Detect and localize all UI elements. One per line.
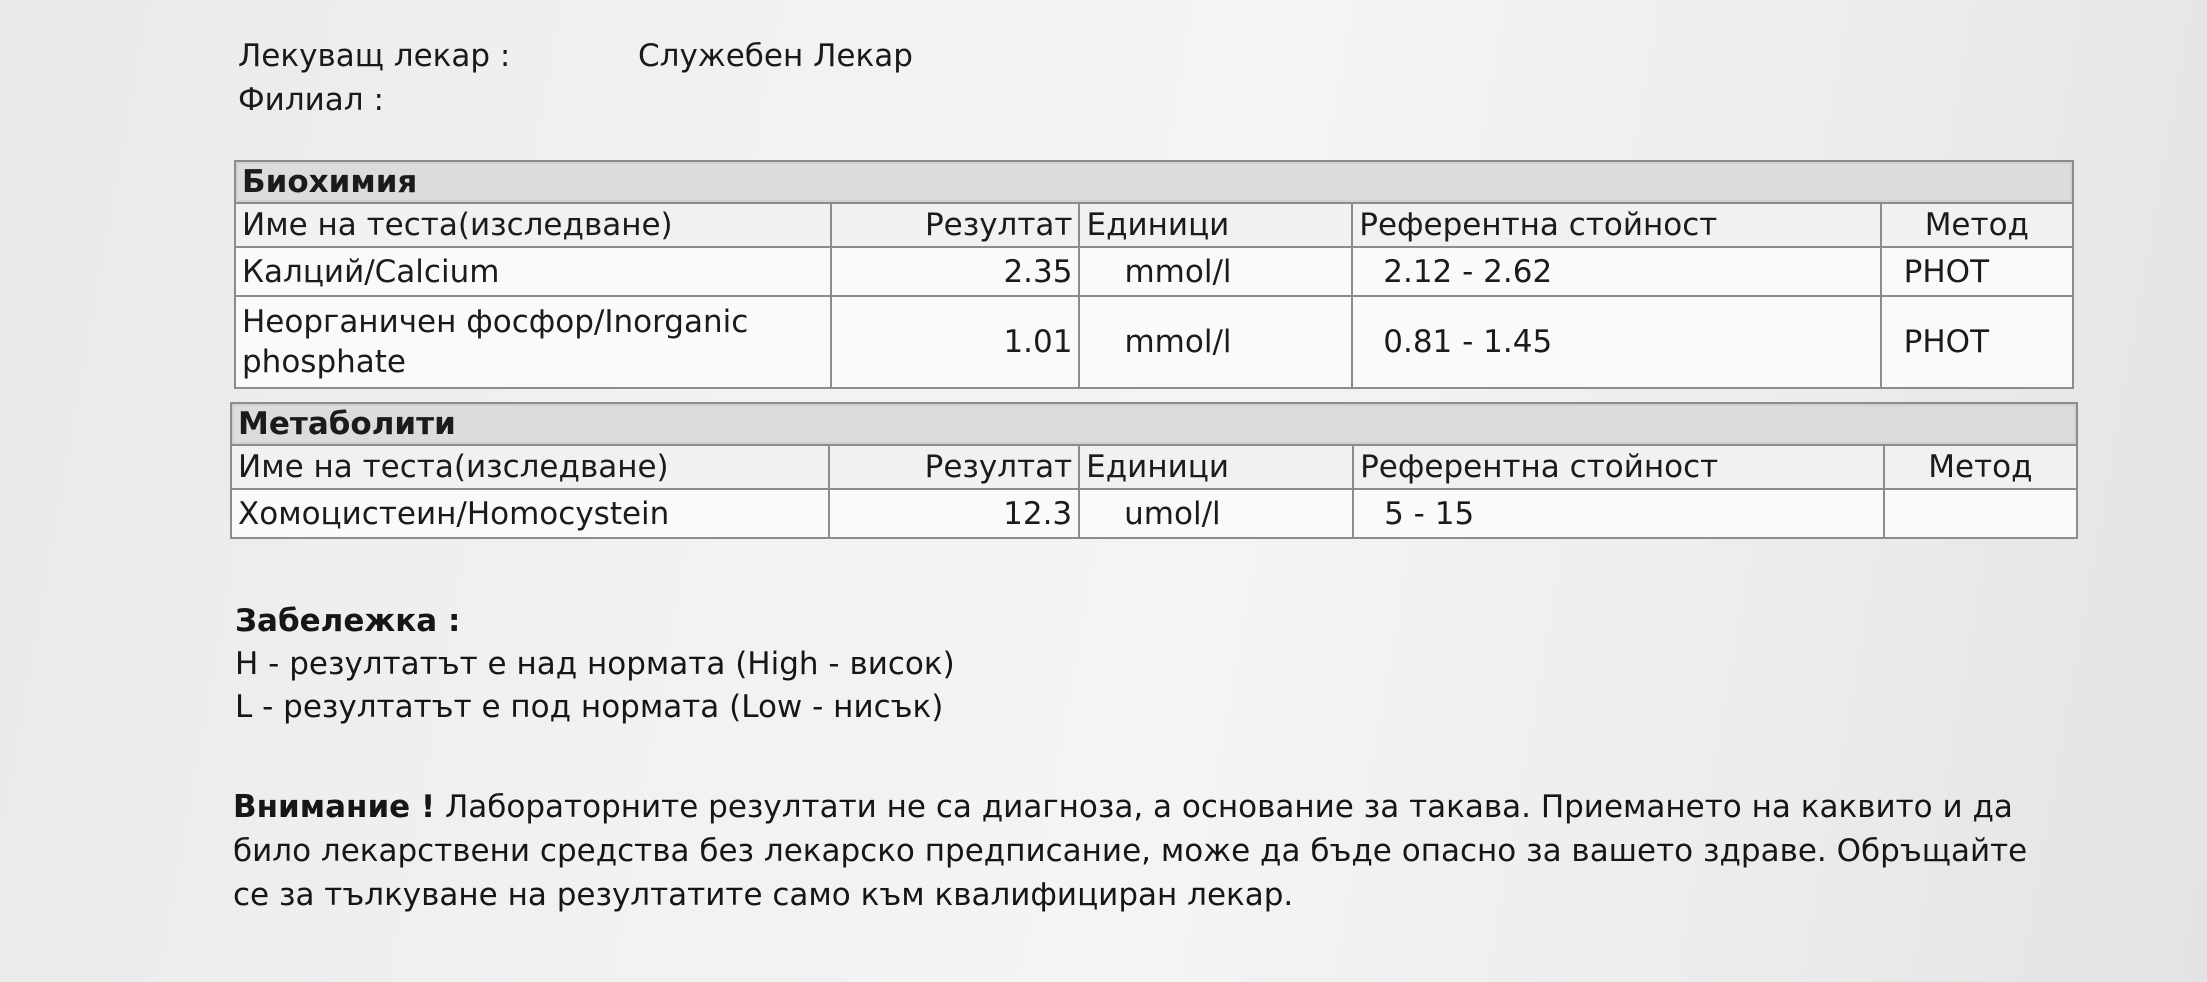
branch-row — [238, 78, 913, 122]
table-row — [235, 296, 2073, 388]
report-header — [238, 34, 913, 122]
column-header-reference: Референтна стойност — [1352, 203, 1880, 247]
doctor-label: Лекуващ лекар : — [238, 38, 511, 74]
column-header-reference: Референтна стойност — [1353, 445, 1884, 489]
test-name: Хомоцистеин/Homocystein — [231, 489, 829, 538]
test-result: 12.3 — [829, 489, 1079, 538]
note-line-low: L - резултатът е под нормата (Low - нисък) — [235, 689, 944, 725]
table-row — [235, 247, 2073, 296]
test-method — [1884, 489, 2077, 538]
warning-text: Лабораторните резултати не са диагноза, а основание за такава. Приемането на каквито и да било лекарствени средства без лекарско предписание, може да бъде опасно за вашето здраве. Обръщайте се за тълкуване на резултатите само към квалифициран лекар. — [233, 789, 2028, 913]
column-header-test: Име на теста(изследване) — [231, 445, 829, 489]
section-title-biochemistry: Биохимия — [235, 161, 2073, 203]
column-header-method: Метод — [1881, 203, 2073, 247]
section-header-row — [235, 161, 2073, 203]
warning-title: Внимание ! — [233, 789, 436, 825]
doctor-value: Служебен Лекар — [638, 38, 913, 74]
metabolites-table — [230, 402, 2078, 539]
test-reference: 5 - 15 — [1353, 489, 1884, 538]
test-name: Калций/Calcium — [235, 247, 831, 296]
section-title-metabolites: Метаболити — [231, 403, 2077, 445]
column-header-result: Резултат — [831, 203, 1080, 247]
section-header-row — [231, 403, 2077, 445]
column-header-units: Единици — [1079, 445, 1353, 489]
column-header-row — [231, 445, 2077, 489]
test-reference: 2.12 - 2.62 — [1352, 247, 1880, 296]
column-header-units: Единици — [1079, 203, 1352, 247]
table-row — [231, 489, 2077, 538]
doctor-row — [238, 34, 913, 78]
test-reference: 0.81 - 1.45 — [1352, 296, 1880, 388]
test-result: 1.01 — [831, 296, 1080, 388]
note-block — [235, 600, 955, 729]
biochemistry-table — [234, 160, 2074, 389]
column-header-row — [235, 203, 2073, 247]
test-name: Неорганичен фосфор/Inorganic phosphate — [235, 296, 831, 388]
note-line-high: H - резултатът е над нормата (High - висок) — [235, 646, 955, 682]
test-method: PHOT — [1881, 247, 2073, 296]
test-units: umol/l — [1079, 489, 1353, 538]
column-header-method: Метод — [1884, 445, 2077, 489]
column-header-result: Резултат — [829, 445, 1079, 489]
branch-label: Филиал : — [238, 82, 384, 118]
test-units: mmol/l — [1079, 247, 1352, 296]
test-result: 2.35 — [831, 247, 1080, 296]
test-method: PHOT — [1881, 296, 2073, 388]
warning-block — [233, 785, 2053, 917]
test-units: mmol/l — [1079, 296, 1352, 388]
note-title: Забележка : — [235, 603, 461, 639]
column-header-test: Име на теста(изследване) — [235, 203, 831, 247]
